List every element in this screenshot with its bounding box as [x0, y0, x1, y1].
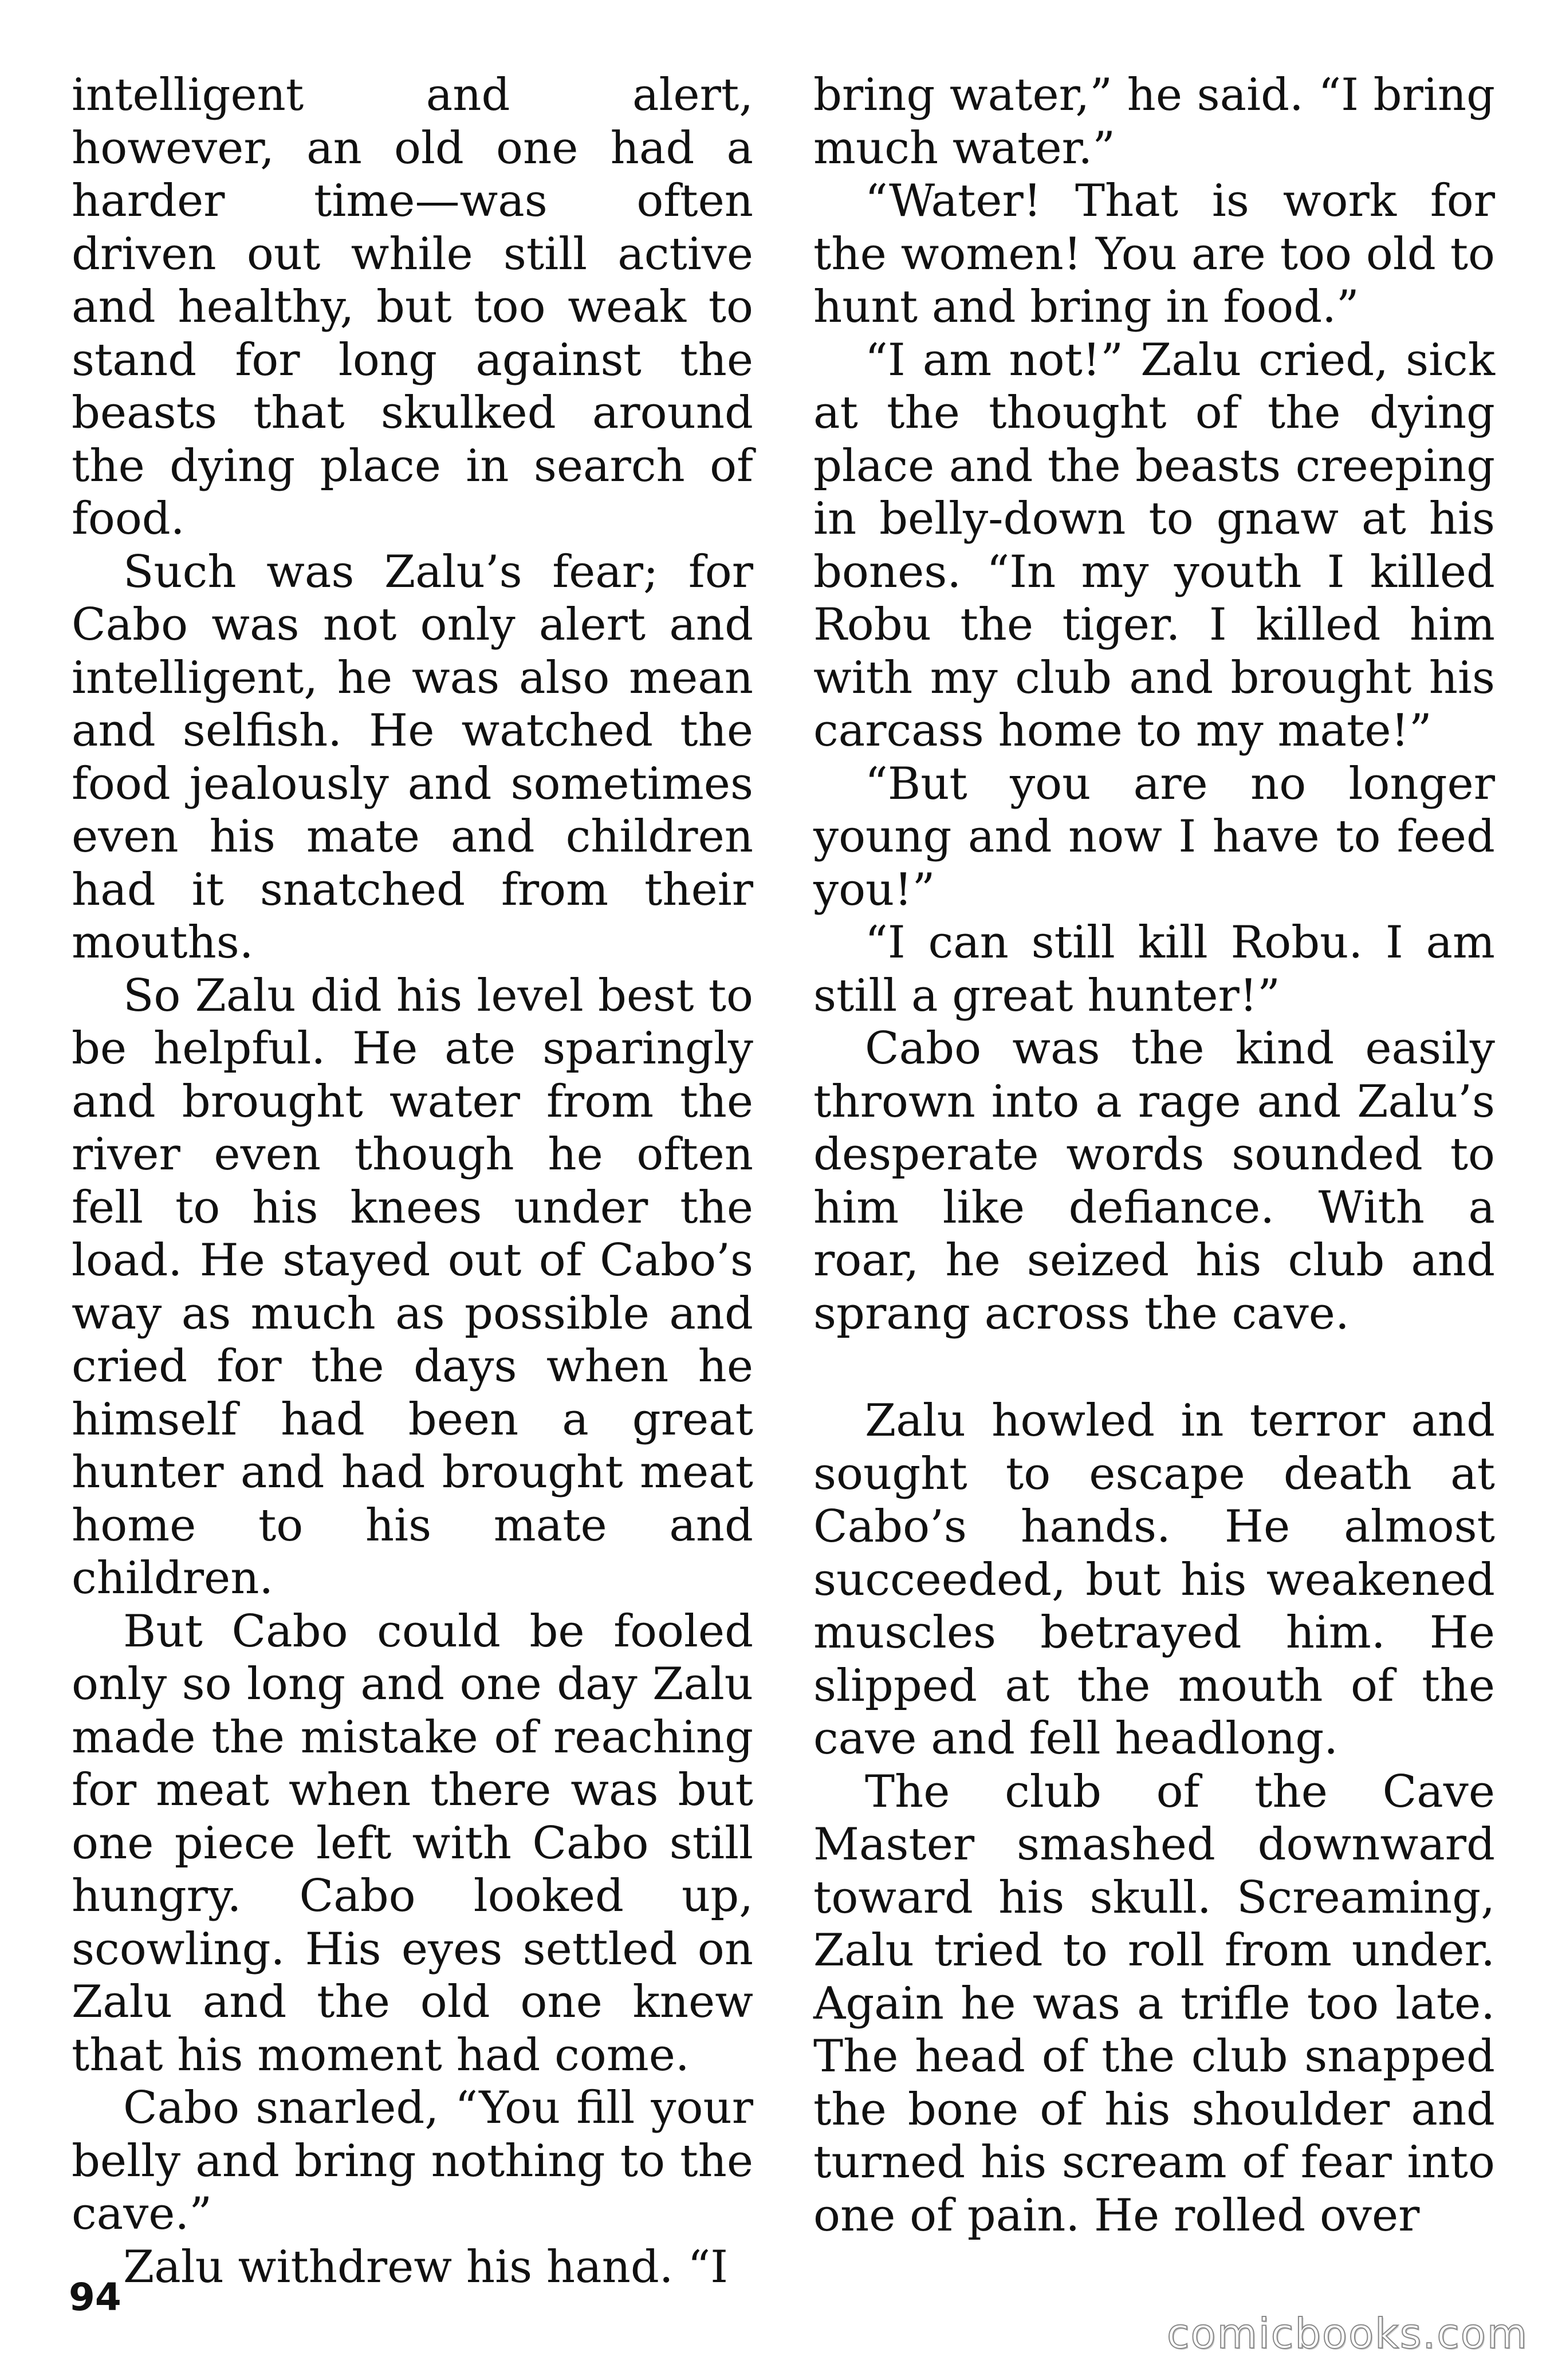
paragraph: Cabo snarled, “You fill your belly and bring nothing to the cave.”	[72, 2082, 753, 2240]
page-number: 94	[69, 2275, 121, 2319]
paragraph: “But you are no longer young and now I have to feed you!”	[813, 758, 1495, 916]
paragraph: intelligent and alert, however, an old one had a harder time—was often driven out while still active and healthy, but too weak to stand for long against the beasts that skulked around the dying place in search of food.	[72, 69, 753, 545]
paragraph: Cabo was the kind easily thrown into a rage and Zalu’s desperate words sounded to him like defiance. With a roar, he seized his club and sprang across the cave.	[813, 1023, 1495, 1339]
paragraph: “I can still kill Robu. I am still a great hunter!”	[813, 917, 1495, 1022]
paragraph: So Zalu did his level best to be helpful. He ate sparingly and brought water from the river even though he often fell to his knees under the load. He stayed out of Cabo’s way as much as possible and cried for the days when he himself had been a great hunter and had brought meat home to his mate and children.	[72, 970, 753, 1604]
paragraph: The club of the Cave Master smashed downward toward his skull. Screaming, Zalu tried to roll from under. Again he was a trifle too late. The head of the club snapped the bone of his shoulder and turned his scream of fear into one of pain. He rolled over	[813, 1766, 1495, 2241]
right-text-column	[813, 69, 1495, 2242]
left-text-column	[72, 69, 753, 2294]
paragraph: Zalu howled in terror and sought to escape death at Cabo’s hands. He almost succeeded, but his weakened muscles betrayed him. He slipped at the mouth of the cave and fell headlong.	[813, 1395, 1495, 1764]
paragraph: But Cabo could be fooled only so long and one day Zalu made the mistake of reaching for meat when there was but one piece left with Cabo still hungry. Cabo looked up, scowling. His eyes settled on Zalu and the old one knew that his moment had come.	[72, 1605, 753, 2081]
paragraph: Zalu withdrew his hand. “I	[123, 2241, 729, 2293]
paragraph: bring water,” he said. “I bring much water.”	[813, 69, 1495, 174]
paragraph: “I am not!” Zalu cried, sick at the thought of the dying place and the beasts creeping in belly-down to gnaw at his bones. “In my youth I killed Robu the tiger. I killed him with my club and brought his carcass home to my mate!”	[813, 334, 1495, 756]
watermark: comicbooks.com	[1166, 2310, 1528, 2358]
paragraph: Such was Zalu’s fear; for Cabo was not only alert and intelligent, he was also mean and selfish. He watched the food jealously and sometimes even his mate and children had it snatched from their mouths.	[72, 546, 753, 968]
paragraph: “Water! That is work for the women! You are too old to hunt and bring in food.”	[813, 175, 1495, 333]
section-break	[813, 1340, 1495, 1394]
